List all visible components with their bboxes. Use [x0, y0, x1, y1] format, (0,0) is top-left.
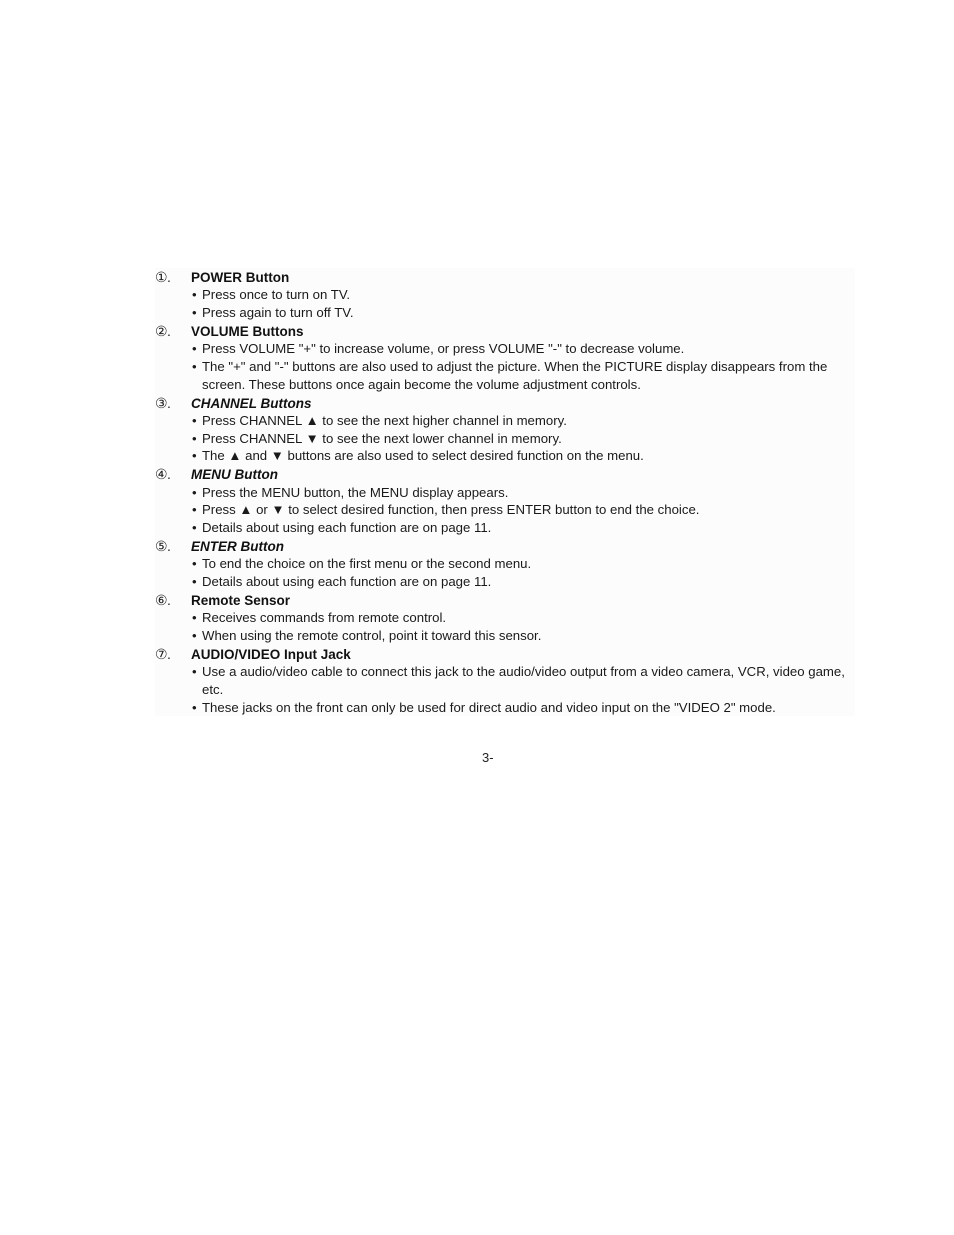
- bullet-text: Use a audio/video cable to connect this jack to the audio/video output from a video camera, VCR, video game, etc.: [202, 664, 845, 697]
- section-heading: [155, 591, 855, 609]
- section-channel: [155, 394, 855, 466]
- list-item: [155, 555, 855, 573]
- section-audio-video: [155, 645, 855, 717]
- bullet-marker: •: [192, 287, 197, 303]
- bullet-list: [155, 286, 855, 322]
- list-item: [155, 340, 855, 358]
- section-number: ④.: [155, 466, 171, 483]
- section-heading: [155, 394, 855, 412]
- bullet-text: Press once to turn on TV.: [202, 287, 351, 303]
- bullet-text: Receives commands from remote control.: [202, 610, 447, 626]
- list-item: [155, 430, 855, 448]
- bullet-marker: •: [192, 430, 197, 446]
- bullet-text: Press CHANNEL ▼ to see the next lower channel in memory.: [202, 430, 562, 446]
- section-volume: [155, 322, 855, 394]
- section-title: VOLUME Buttons: [191, 323, 304, 339]
- section-number: ⑦.: [155, 645, 171, 662]
- bullet-marker: •: [192, 627, 197, 643]
- section-heading: [155, 322, 855, 340]
- section-title: MENU Button: [191, 467, 278, 483]
- section-heading: [155, 537, 855, 555]
- section-title: ENTER Button: [191, 538, 284, 554]
- bullet-marker: •: [192, 412, 197, 428]
- bullet-marker: •: [192, 574, 197, 590]
- bullet-marker: •: [192, 502, 197, 518]
- list-item: [155, 573, 855, 591]
- bullet-marker: •: [192, 556, 197, 572]
- section-remote-sensor: [155, 591, 855, 645]
- bullet-marker: •: [192, 358, 197, 374]
- bullet-marker: •: [192, 610, 197, 626]
- list-item: [155, 501, 855, 519]
- list-item: [155, 484, 855, 502]
- section-heading: [155, 645, 855, 663]
- bullet-text: Press again to turn off TV.: [202, 305, 354, 321]
- bullet-list: [155, 412, 855, 465]
- section-number: ①.: [155, 269, 171, 285]
- bullet-list: [155, 663, 855, 716]
- list-item: [155, 412, 855, 430]
- bullet-text: Details about using each function are on page 11.: [202, 520, 492, 536]
- list-item: [155, 447, 855, 465]
- bullet-marker: •: [192, 699, 197, 715]
- bullet-text: Press ▲ or ▼ to select desired function, then press ENTER button to end the choice.: [202, 502, 700, 518]
- section-title: CHANNEL Buttons: [191, 395, 312, 411]
- bullet-text: Details about using each function are on page 11.: [202, 574, 492, 590]
- bullet-text: Press VOLUME "+" to increase volume, or press VOLUME "-" to decrease volume.: [202, 341, 685, 357]
- section-number: ⑤.: [155, 537, 171, 554]
- section-number: ⑥.: [155, 591, 171, 608]
- bullet-text: Press the MENU button, the MENU display appears.: [202, 484, 509, 500]
- list-item: [155, 286, 855, 304]
- bullet-list: [155, 484, 855, 537]
- list-item: [155, 358, 855, 394]
- bullet-text: Press CHANNEL ▲ to see the next higher channel in memory.: [202, 412, 567, 428]
- page-number: 3-: [482, 750, 494, 765]
- bullet-marker: •: [192, 664, 197, 680]
- bullet-marker: •: [192, 448, 197, 464]
- list-item: [155, 609, 855, 627]
- list-item: [155, 519, 855, 537]
- bullet-list: [155, 340, 855, 393]
- bullet-text: The "+" and "-" buttons are also used to adjust the picture. When the PICTURE display disappears from the screen. These buttons once again become the volume adjustment controls.: [202, 358, 828, 392]
- manual-content: [155, 268, 855, 716]
- bullet-text: To end the choice on the first menu or the second menu.: [202, 556, 532, 572]
- section-menu: [155, 465, 855, 537]
- bullet-text: When using the remote control, point it toward this sensor.: [202, 627, 542, 643]
- bullet-marker: •: [192, 341, 197, 357]
- section-number: ②.: [155, 322, 171, 339]
- list-item: [155, 699, 855, 717]
- bullet-marker: •: [192, 305, 197, 321]
- section-title: Remote Sensor: [191, 592, 291, 608]
- list-item: [155, 627, 855, 645]
- section-power: [155, 268, 855, 322]
- section-title: POWER Button: [191, 270, 290, 285]
- bullet-marker: •: [192, 484, 197, 500]
- bullet-text: The ▲ and ▼ buttons are also used to select desired function on the menu.: [202, 448, 644, 464]
- section-title: AUDIO/VIDEO Input Jack: [191, 646, 351, 662]
- section-enter: [155, 537, 855, 591]
- section-heading: [155, 268, 855, 286]
- list-item: [155, 663, 855, 699]
- bullet-list: [155, 609, 855, 645]
- section-heading: [155, 465, 855, 483]
- bullet-marker: •: [192, 520, 197, 536]
- bullet-text: These jacks on the front can only be used for direct audio and video input on the "VIDEO 2" mode.: [202, 699, 776, 715]
- list-item: [155, 304, 855, 322]
- section-number: ③.: [155, 394, 171, 411]
- bullet-list: [155, 555, 855, 591]
